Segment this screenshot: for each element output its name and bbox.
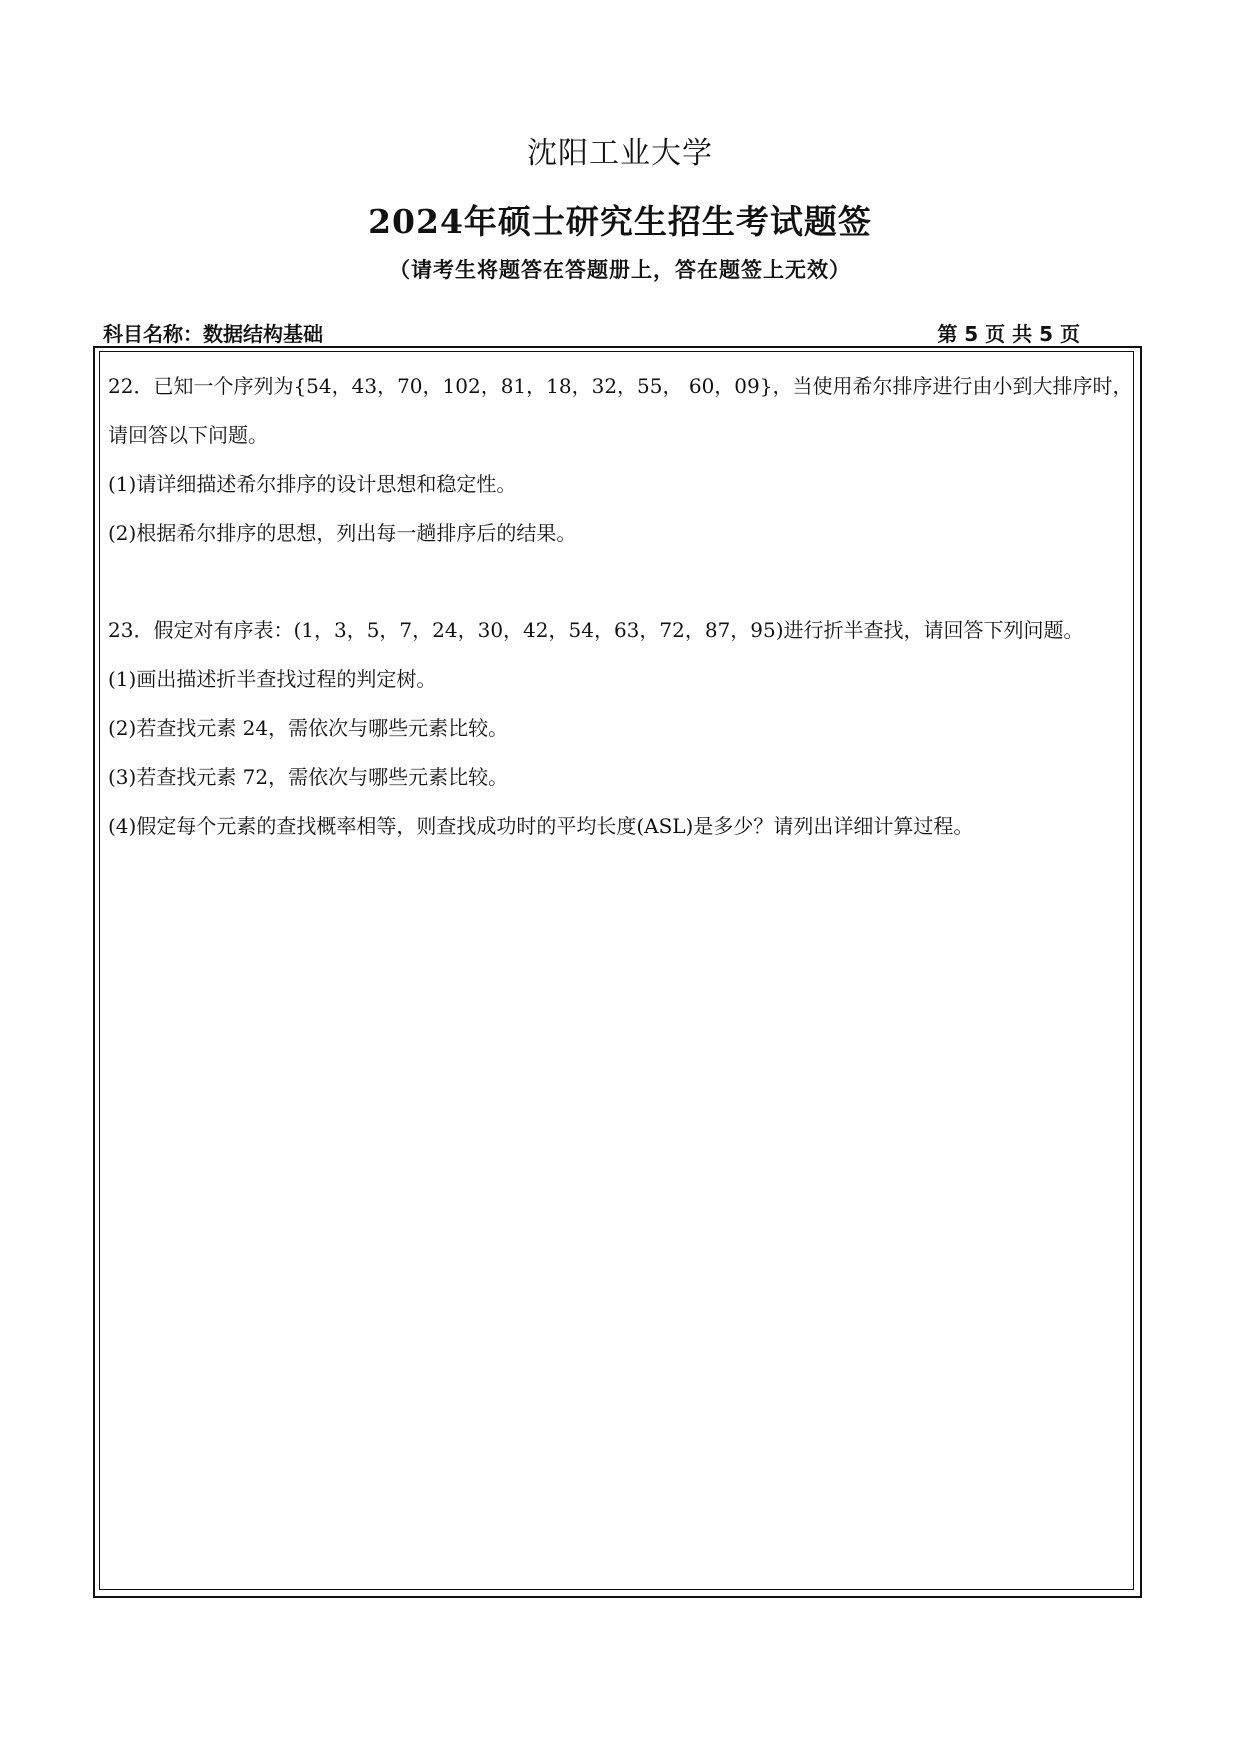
university-name: 沈阳工业大学 (527, 136, 713, 171)
page-info: 第 5 页 共 5 页 (937, 322, 1080, 346)
subject-name: 科目名称：数据结构基础 (103, 322, 323, 346)
question-content (108, 362, 1133, 851)
q23-part1: (1)画出描述折半查找过程的判定树。 (108, 667, 437, 691)
q22-stem-line2: 请回答以下问题。 (108, 423, 268, 447)
question-22 (108, 362, 1133, 558)
q22-part1: (1)请详细描述希尔排序的设计思想和稳定性。 (108, 472, 517, 496)
exam-title: 2024年硕士研究生招生考试题签 (368, 202, 872, 241)
q23-part3: (3)若查找元素 72，需依次与哪些元素比较。 (108, 765, 509, 789)
question-gap (108, 558, 1128, 606)
q23-part4: (4)假定每个元素的查找概率相等，则查找成功时的平均长度(ASL)是多少？请列出详细计算过程。 (108, 814, 974, 838)
q23-stem: 23．假定对有序表：(1，3，5，7，24，30，42，54，63，72，87，95)进行折半查找，请回答下列问题。 (108, 618, 1084, 642)
q22-stem-line1: 22．已知一个序列为{54，43，70，102，81，18，32，55， 60，09}，当使用希尔排序进行由小到大排序时， (108, 374, 1133, 398)
exam-notice: （请考生将题答在答题册上，答在题签上无效） (389, 257, 851, 282)
question-23 (108, 606, 1128, 851)
q22-part2: (2)根据希尔排序的思想，列出每一趟排序后的结果。 (108, 521, 577, 545)
q23-part2: (2)若查找元素 24，需依次与哪些元素比较。 (108, 716, 509, 740)
